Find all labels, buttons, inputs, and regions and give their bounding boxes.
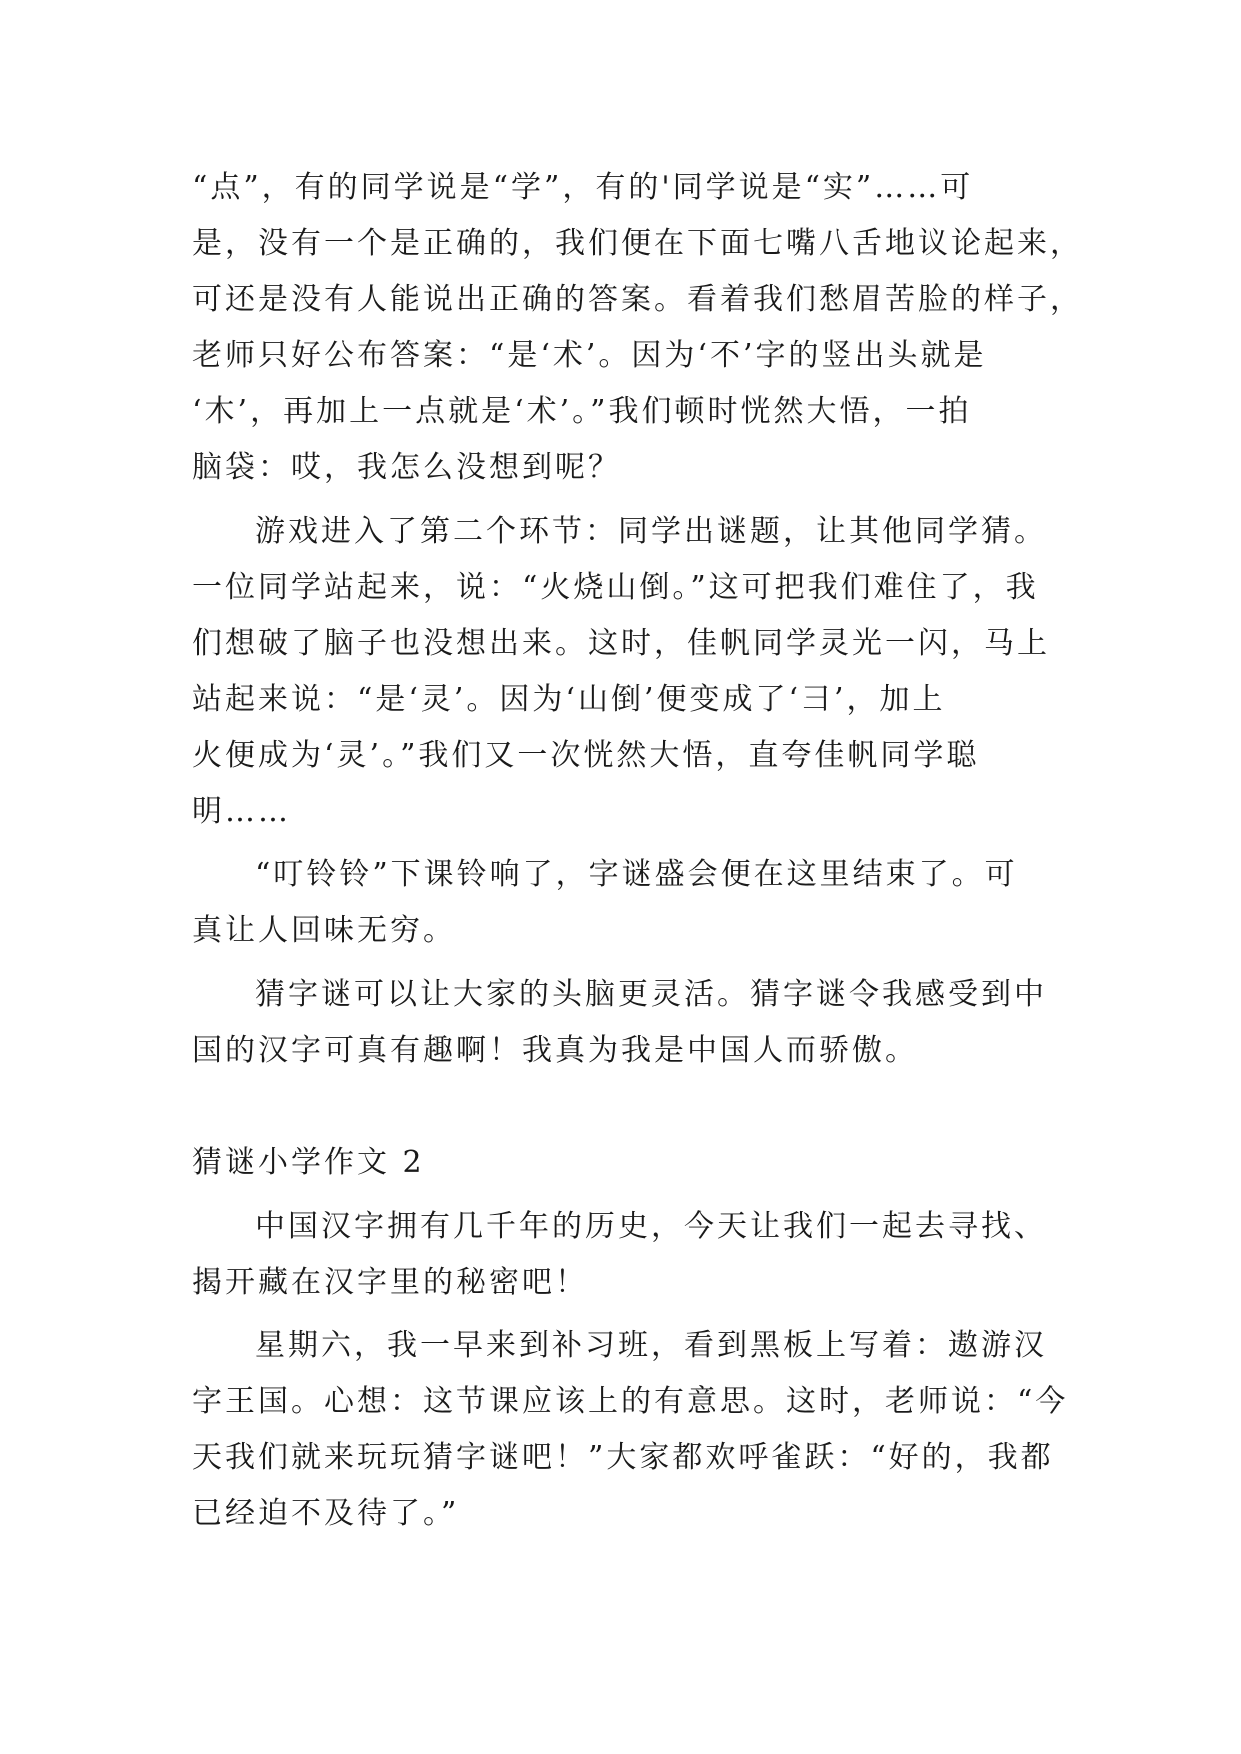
- text-line: 是，没有一个是正确的，我们便在下面七嘴八舌地议论起来，: [192, 226, 1083, 261]
- text-line: 国的汉字可真有趣啊！我真为我是中国人而骄傲。: [192, 1033, 918, 1068]
- text-line: 已经迫不及待了。”: [192, 1496, 460, 1531]
- text-line: 可还是没有人能说出正确的答案。看着我们愁眉苦脸的样子，: [192, 282, 1083, 317]
- text-line: 天我们就来玩玩猜字谜吧！”大家都欢呼雀跃：“好的，我都: [192, 1440, 1054, 1475]
- text-line: 们想破了脑子也没想出来。这时，佳帆同学灵光一闪，马上: [192, 626, 1050, 661]
- text-line: 脑袋：哎，我怎么没想到呢？: [192, 450, 621, 485]
- text-line: 明……: [192, 794, 291, 829]
- text-line: 老师只好公布答案：“是‘术’。因为‘不’字的竖出头就是: [192, 338, 987, 373]
- text-line: 揭开藏在汉字里的秘密吧！: [192, 1265, 588, 1300]
- section-heading: 猜谜小学作文 2: [192, 1145, 425, 1180]
- paragraph-start-line: 中国汉字拥有几千年的历史，今天让我们一起去寻找、: [255, 1209, 1047, 1244]
- text-line: 一位同学站起来，说：“火烧山倒。”这可把我们难住了，我: [192, 570, 1039, 605]
- text-line: 真让人回味无穷。: [192, 913, 456, 948]
- paragraph-start-line: 游戏进入了第二个环节：同学出谜题，让其他同学猜。: [255, 514, 1047, 549]
- paragraph-start-line: 星期六，我一早来到补习班，看到黑板上写着：遨游汉: [255, 1328, 1047, 1363]
- paragraph-start-line: 猜字谜可以让大家的头脑更灵活。猜字谜令我感受到中: [255, 977, 1047, 1012]
- text-line: 字王国。心想：这节课应该上的有意思。这时，老师说：“今: [192, 1384, 1069, 1419]
- text-line: 站起来说：“是‘灵’。因为‘山倒’便变成了‘彐’，加上: [192, 682, 946, 717]
- text-line: “点”，有的同学说是“学”，有的'同学说是“实”……可: [192, 170, 974, 205]
- paragraph-start-line: “叮铃铃”下课铃响了，字谜盛会便在这里结束了。可: [255, 857, 1018, 892]
- text-line: 火便成为‘灵’。”我们又一次恍然大悟，直夸佳帆同学聪: [192, 738, 980, 773]
- text-line: ‘木’，再加上一点就是‘术’。”我们顿时恍然大悟，一拍: [192, 394, 972, 429]
